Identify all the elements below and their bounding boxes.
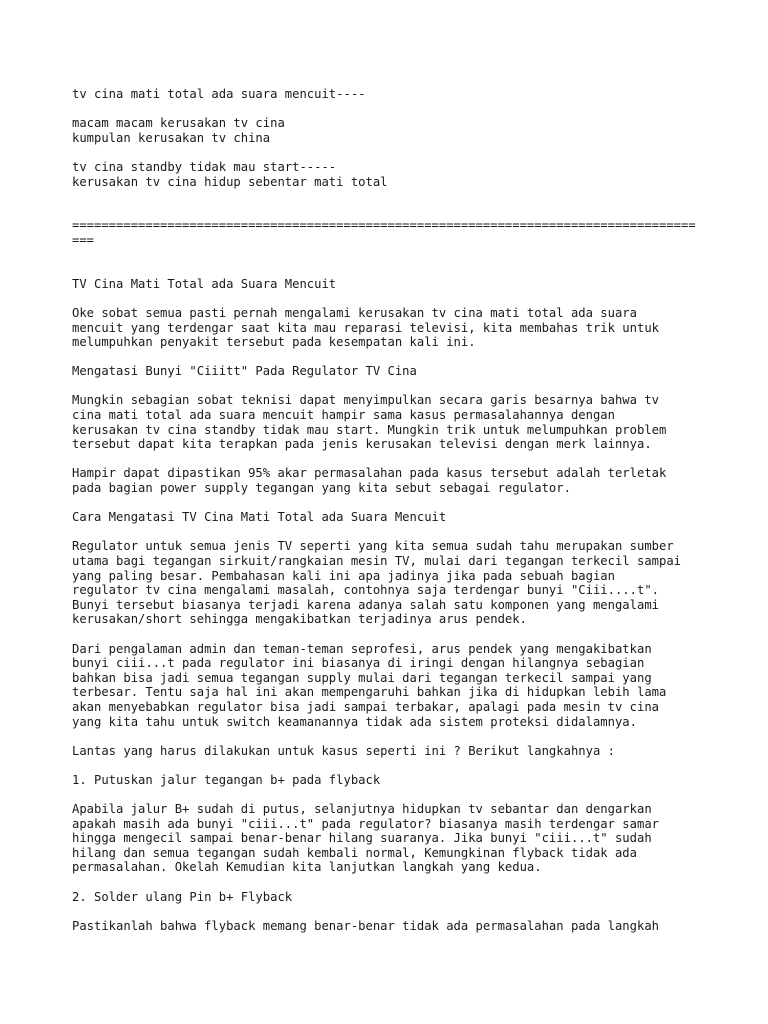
paragraph-lantas: Lantas yang harus dilakukan untuk kasus seperti ini ? Berikut langkahnya : (72, 743, 615, 758)
paragraph-hampir: Hampir dapat dipastikan 95% akar permasalahan pada kasus tersebut adalah terletak pada bagian power supply tegangan yang kita sebut sebagai regulator. (72, 466, 667, 496)
link-tv-cina-mati-total[interactable]: tv cina mati total ada suara mencuit---- (72, 87, 366, 101)
link-macam-kerusakan[interactable]: macam macam kerusakan tv cina (72, 116, 285, 131)
link-standby-tidak-start[interactable]: tv cina standby tidak mau start----- (72, 159, 337, 174)
separator-line-end: === (72, 232, 95, 247)
link-hidup-sebentar[interactable]: kerusakan tv cina hidup sebentar mati total (72, 174, 388, 189)
paragraph-mungkin: Mungkin sebagian sobat teknisi dapat menyimpulkan secara garis besarnya bahwa tv cina mati total ada suara mencuit hampir sama kasus permasalahannya dengan kerusakan tv cina standby tidak mau start. Mungkin trik untuk melumpuhkan problem tersebut dapat kita terapkan pada jenis kerusakan televisi dengan merk lainnya. (72, 393, 667, 452)
paragraph-intro: Oke sobat semua pasti pernah mengalami kerusakan tv cina mati total ada suara mencuit yang terdengar saat kita mau reparasi televisi, kita membahas trik untuk melumpuhkan penyakit tersebut pada kesempatan kali ini. (72, 305, 659, 350)
article-title: TV Cina Mati Total ada Suara Mencuit (72, 276, 337, 291)
separator-line: ===================================================================================== (72, 218, 696, 233)
document-page (72, 87, 712, 933)
paragraph-regulator: Regulator untuk semua jenis TV seperti yang kita semua sudah tahu merupakan sumber utama bagi tegangan sirkuit/rangkaian mesin TV, mulai dari tegangan terkecil sampai yang paling besar. Pembahasan kali ini apa jadinya jika pada sebuah bagian regulator tv cina mengalami masalah, contohnya saja terdengar bunyi "Ciii....t". Bunyi tersebut biasanya terjadi karena adanya salah satu komponen yang mengalami kerusakan/short sehingga mengakibatkan terjadinya arus pendek. (72, 539, 682, 627)
section-heading-cara: Cara Mengatasi TV Cina Mati Total ada Suara Mencuit (72, 510, 447, 525)
step-1-heading: 1. Putuskan jalur tegangan b+ pada flyback (72, 772, 381, 787)
step-2-heading: 2. Solder ulang Pin b+ Flyback (72, 889, 293, 904)
paragraph-step-1: Apabila jalur B+ sudah di putus, selanjutnya hidupkan tv sebantar dan dengarkan apakah masih ada bunyi "ciii...t" pada regulator? biasanya masih terdengar samar hingga mengecil sampai benar-benar hilang suaranya. Jika bunyi "ciii...t" sudah hilang dan semua tegangan sudah kembali normal, Kemungkinan flyback tidak ada permasalahan. Okelah Kemudian kita lanjutkan langkah yang kedua. (72, 802, 659, 875)
section-heading-bunyi: Mengatasi Bunyi "Ciiitt" Pada Regulator TV Cina (72, 364, 417, 379)
paragraph-pengalaman: Dari pengalaman admin dan teman-teman seprofesi, arus pendek yang mengakibatkan bunyi ciii...t pada regulator ini biasanya di iringi dengan hilangnya sebagian bahkan bisa jadi semua tegangan supply mulai dari tegangan terkecil sampai yang terbesar. Tentu saja hal ini akan mempengaruhi bahkan jika di hidupkan lebih lama akan menyebabkan regulator bisa jadi sampai terbakar, apalagi pada mesin tv cina yang kita tahu untuk switch keamanannya tidak ada sistem proteksi didalamnya. (72, 641, 667, 729)
link-kumpulan-kerusakan[interactable]: kumpulan kerusakan tv china (72, 130, 271, 145)
paragraph-step-2: Pastikanlah bahwa flyback memang benar-benar tidak ada permasalahan pada langkah (72, 918, 659, 933)
